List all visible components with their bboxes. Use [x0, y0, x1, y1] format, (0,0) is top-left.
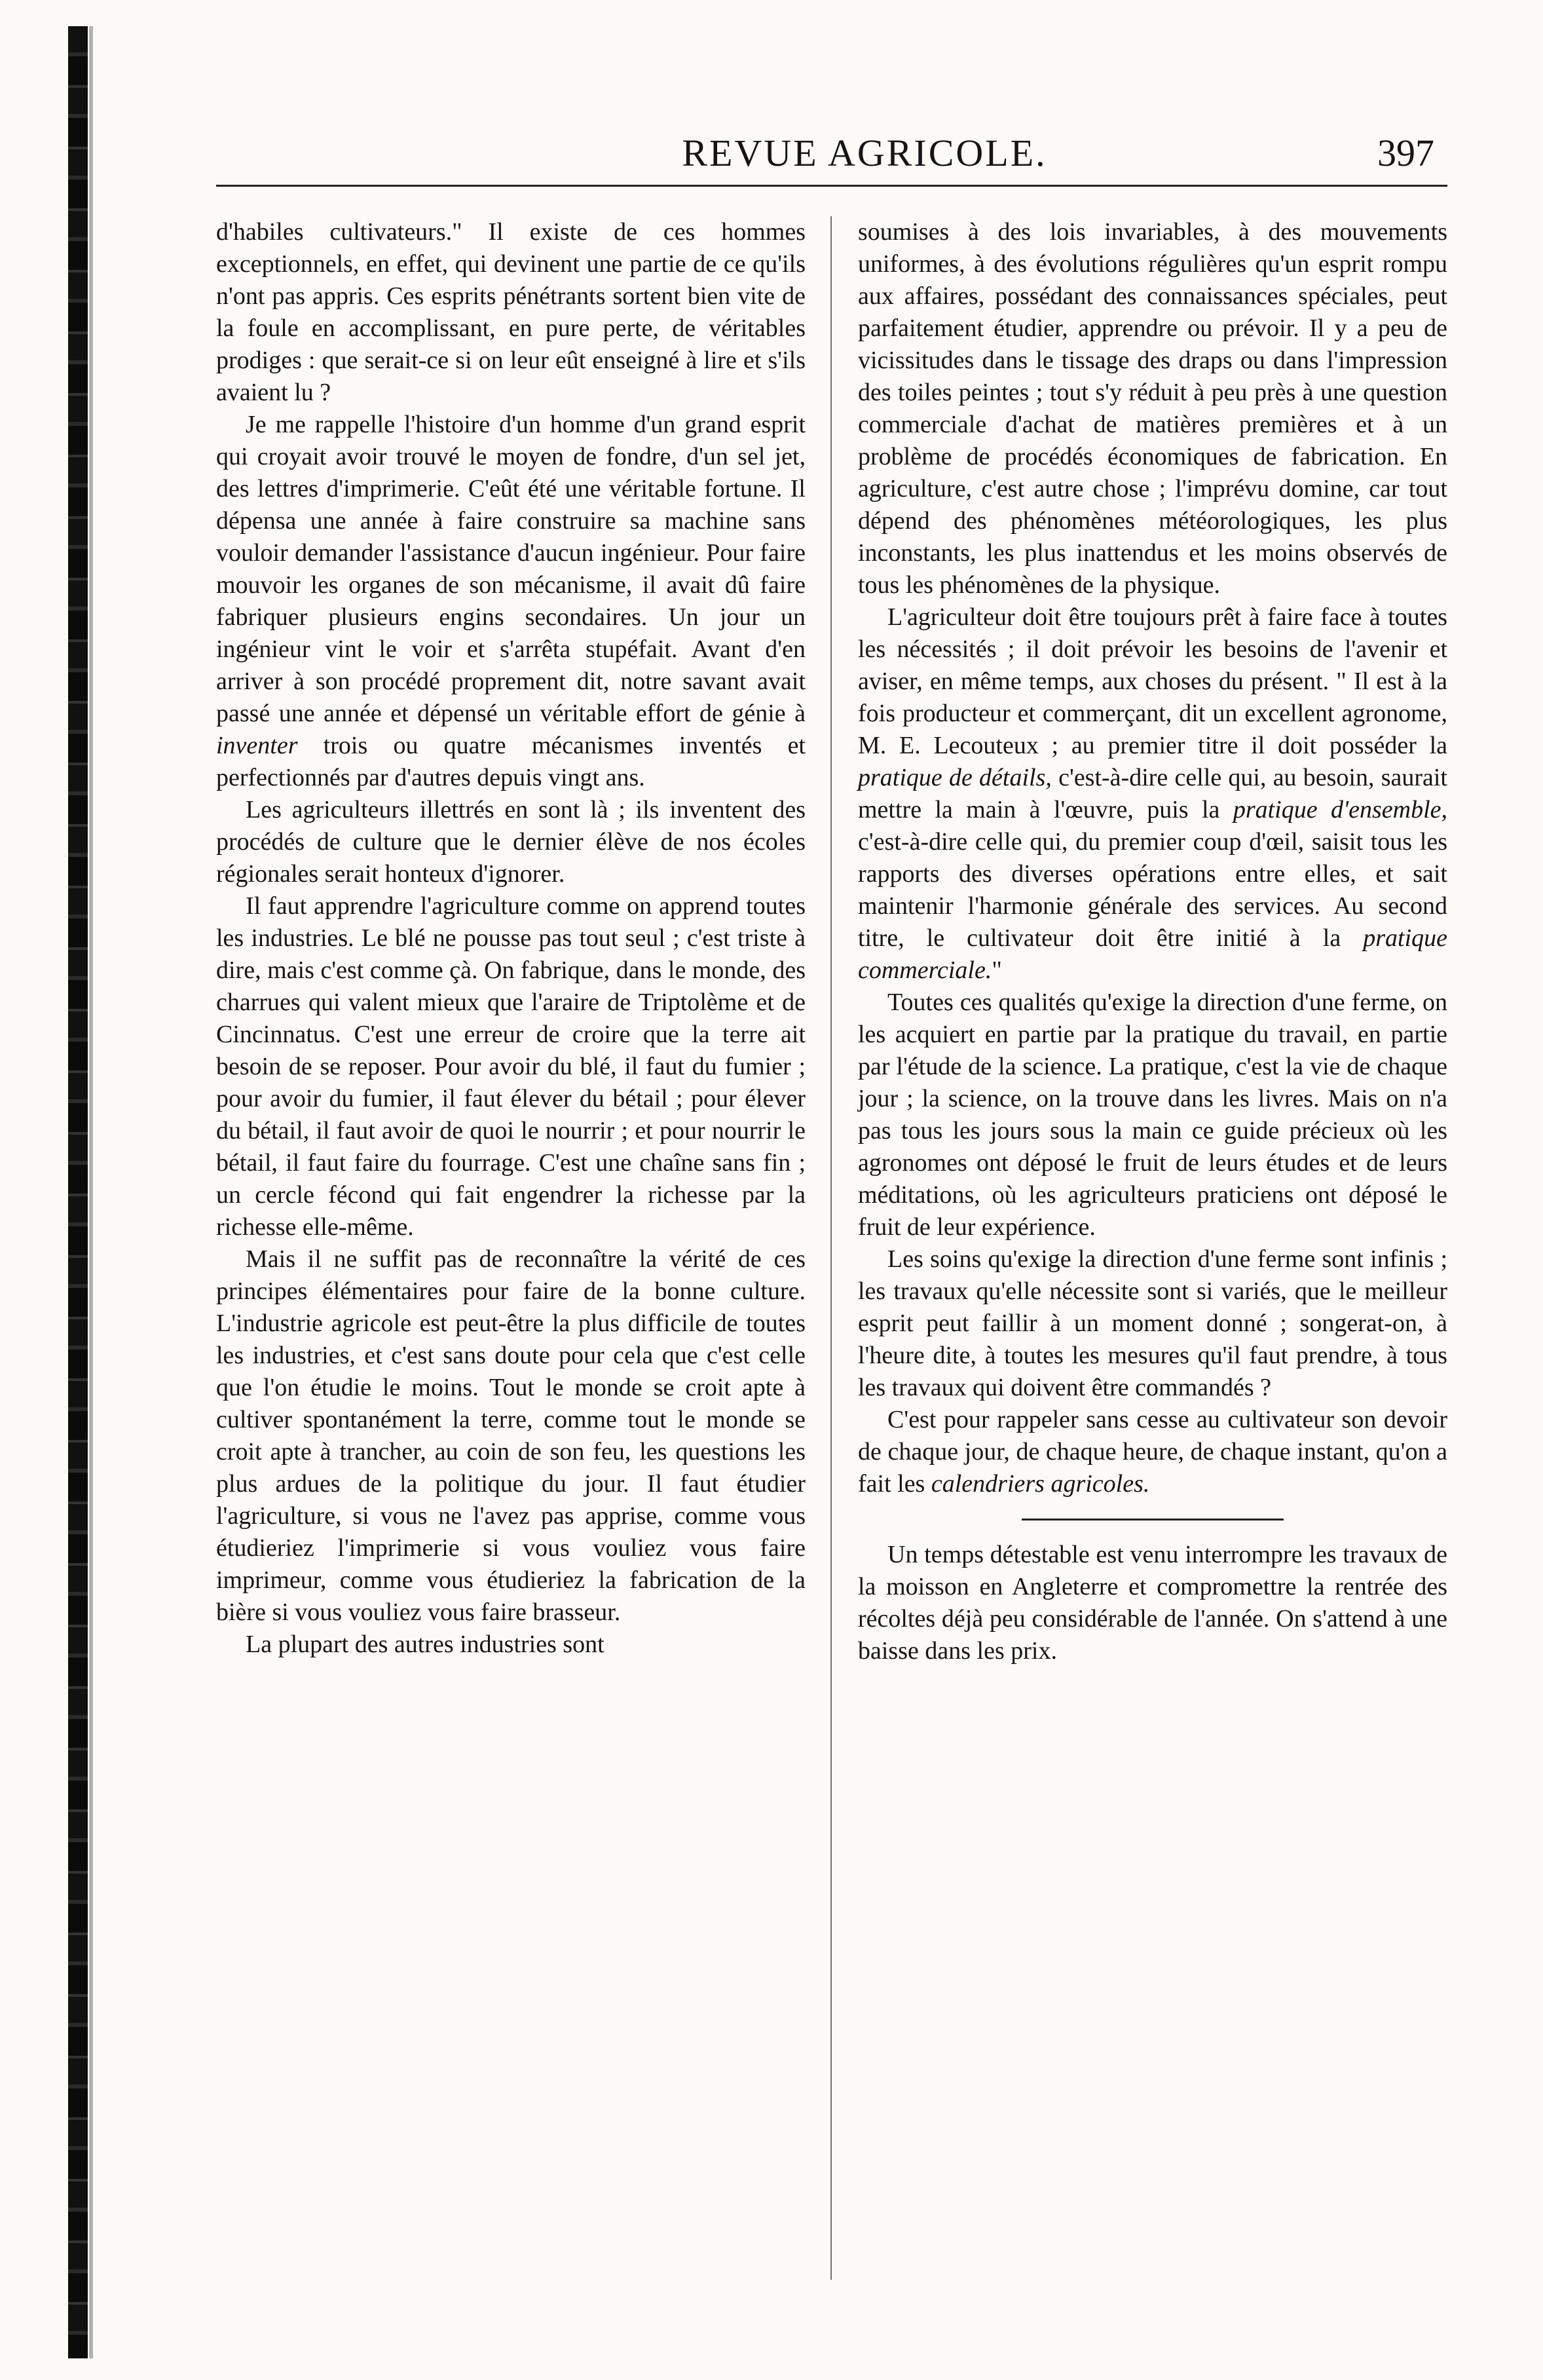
left-paragraph-3: Les agriculteurs illettrés en sont là ; ils inventent des procédés de culture que le dernier élève de nos écoles régionales serait honteux d'ignorer.: [216, 796, 806, 888]
binding-edge-shadow: [89, 26, 93, 2358]
right-paragraph-1: soumises à des lois invariables, à des mouvements uniformes, à des évolutions régulières qu'un esprit rompu aux affaires, possédant des connaissances spéciales, peut parfaitement étudier, apprendre ou prévoir. Il y a peu de vicissitudes dans le tissage des draps ou dans l'impression des toiles peintes ; tout s'y réduit à peu près à une question commerciale d'achat de matières premières et à un problème de procédés économiques de fabrication. En agriculture, c'est autre chose ; l'imprévu domine, car tout dépend des phénomènes météorologiques, les plus inconstants, les plus inattendus et les moins observés de tous les phénomènes de la physique.: [858, 218, 1447, 599]
left-paragraph-2-text-a: Je me rappelle l'histoire d'un homme d'un grand esprit qui croyait avoir trouvé le moyen de fondre, d'un sel jet, des lettres d'imprimerie. C'eût été une véritable fortune. Il dépensa une année à faire construire sa machine sans vouloir demander l'assistance d'aucun ingénieur. Pour faire mouvoir les organes de son mécanisme, il avait dû faire fabriquer plusieurs engins secondaires. Un jour un ingénieur vint le voir et s'arrêta stupéfait. Avant d'en arriver à son procédé proprement dit, notre savant avait passé une année et dépensé un véritable effort de génie à: [216, 411, 806, 727]
left-paragraph-5: Mais il ne suffit pas de reconnaître la vérité de ces principes élémentaires pour faire de la bonne culture. L'industrie agricole est peut-être la plus difficile de toutes les industries, et c'est sans doute pour cela que c'est celle que l'on étudie le moins. Tout le monde se croit apte à cultiver spontanément la terre, comme tout le monde se croit apte à trancher, au coin de son feu, les questions les plus ardues de la politique du jour. Il faut étudier l'agriculture, si vous ne l'avez pas apprise, comme vous étudieriez l'imprimerie si vous vouliez vous faire imprimeur, comme vous étudieriez la fabrication de la bière si vous vouliez vous faire brasseur.: [216, 1245, 806, 1626]
right-paragraph-5-text: C'est pour rappeler sans cesse au cultivateur son devoir de chaque jour, de chaque heure, de chaque instant, qu'on a fait les: [858, 1406, 1447, 1498]
page-number: 397: [1377, 132, 1434, 174]
right-paragraph-2-italic-2: pratique d'ensemble,: [1233, 796, 1447, 823]
page: [203, 118, 1447, 2345]
right-paragraph-2: [858, 601, 1447, 987]
right-paragraph-3: Toutes ces qualités qu'exige la direction d'une ferme, on les acquiert en partie par la pratique du travail, en partie par l'étude de la science. La pratique, c'est la vie de chaque jour ; la science, on la trouve dans les livres. Mais on n'a pas tous les jours sous la main ce guide précieux où les agronomes ont déposé le fruit de leurs études et de leurs méditations, où les agriculteurs praticiens ont déposé le fruit de leur expérience.: [858, 989, 1447, 1241]
column-divider: [830, 216, 832, 2280]
right-paragraph-5-italic: calendriers agricoles.: [931, 1470, 1150, 1498]
right-paragraph-6: Un temps détestable est venu interrompre les travaux de la moisson en Angleterre et compromettre la rentrée des récoltes déjà peu considérable de l'année. On s'attend à une baisse dans les prix.: [858, 1541, 1447, 1665]
left-paragraph-2-text-b: trois ou quatre mécanismes inventés et perfectionnés par d'autres depuis vingt ans.: [216, 732, 806, 791]
right-column: [858, 216, 1447, 1667]
left-paragraph-1: d'habiles cultivateurs." Il existe de ces hommes exceptionnels, en effet, qui devinent une partie de ce qu'ils n'ont pas appris. Ces esprits pénétrants sortent bien vite de la foule en accomplissant, en pure perte, de véritables prodiges : que serait-ce si on leur eût enseigné à lire et s'ils avaient lu ?: [216, 218, 806, 406]
right-paragraph-4: Les soins qu'exige la direction d'une ferme sont infinis ; les travaux qu'elle nécessite sont si variés, que le meilleur esprit peut faillir à un moment donné ; songerat-on, à l'heure dite, à toutes les mesures qu'il faut prendre, à tous les travaux qui doivent être commandés ?: [858, 1245, 1447, 1401]
section-rule: [1022, 1519, 1284, 1521]
binding-edge-dark: [68, 26, 88, 2358]
left-paragraph-2: [216, 409, 806, 794]
left-column: [216, 216, 806, 1661]
header-rule: [216, 185, 1447, 187]
right-paragraph-5: [858, 1404, 1447, 1500]
right-paragraph-2-italic-3: pratique commerciale.: [858, 924, 1447, 984]
left-paragraph-6: La plupart des autres industries sont: [246, 1631, 604, 1658]
left-paragraph-4: Il faut apprendre l'agriculture comme on apprend toutes les industries. Le blé ne pousse pas tout seul ; c'est triste à dire, mais c'est comme çà. On fabrique, dans le monde, des charrues qui valent mieux que l'araire de Triptolème et de Cincinnatus. C'est une erreur de croire que la terre ait besoin de se reposer. Pour avoir du blé, il faut du fumier ; pour avoir du fumier, il faut élever du bétail ; pour élever du bétail, il faut avoir de quoi le nourrir ; et pour nourrir le bétail, il faut faire du fourrage. C'est une chaîne sans fin ; un cercle fécond qui fait engendrer la richesse par la richesse elle-même.: [216, 892, 806, 1241]
left-paragraph-2-italic: inventer: [216, 732, 298, 759]
running-head: [203, 131, 1447, 183]
right-paragraph-2-italic-1: pratique de détails,: [858, 764, 1052, 791]
right-paragraph-2-text-d: ": [992, 956, 1002, 984]
right-paragraph-2-text-a: L'agriculteur doit être toujours prêt à faire face à toutes les nécessités ; il doit prévoir les besoins de l'avenir et aviser, en même temps, aux choses du présent. " Il est à la fois producteur et commerçant, dit un excellent agronome, M. E. Lecouteux ; au premier titre il doit posséder la: [858, 603, 1447, 759]
right-paragraph-2-text-b: c'est-à-dire celle qui, au besoin, saurait mettre la main à l'œuvre, puis la: [858, 764, 1447, 823]
running-title: REVUE AGRICOLE.: [682, 132, 1047, 174]
right-paragraph-2-text-c: c'est-à-dire celle qui, du premier coup d'œil, saisit tous les rapports des diverses opérations entre elles, et sait maintenir l'harmonie générale des services. Au second titre, le cultivateur doit être initié à la: [858, 828, 1447, 952]
